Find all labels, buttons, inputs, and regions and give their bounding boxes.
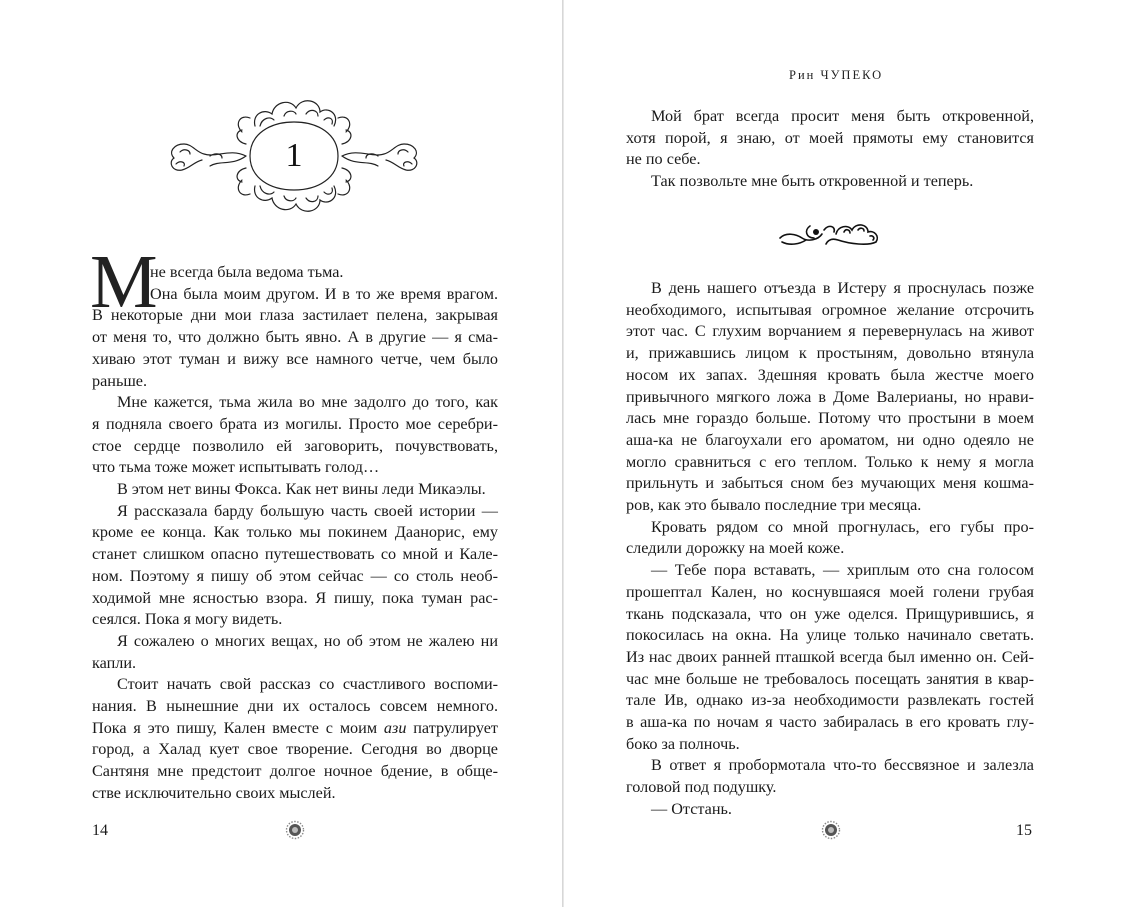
text-line: В день нашего отъезда в Истеру я проснулась позже xyxy=(651,279,1034,297)
page-number: 14 xyxy=(92,822,108,839)
text-line: привычного мягкого ложа в Доме Валерианы, но нрави- xyxy=(626,387,1034,406)
text-line: В ответ я пробормотала что-то бессвязное и залезла xyxy=(651,756,1034,775)
paragraph xyxy=(626,799,1034,821)
text-line: сеялся. Пока я могу видеть. xyxy=(92,610,283,629)
paragraph xyxy=(626,560,1034,755)
text-line: хотя порой, я знаю, от моей прямоты ему становится xyxy=(626,128,1034,147)
page-number: 15 xyxy=(1016,822,1032,839)
paragraph xyxy=(626,106,1034,171)
running-head: Рин ЧУПЕКО xyxy=(789,68,884,82)
dropcap-letter: М xyxy=(90,240,158,324)
text-line: раньше. xyxy=(92,371,148,390)
text-line: нания. В нынешние дни их осталось совсем немного. xyxy=(92,697,498,716)
paragraph xyxy=(92,674,498,804)
text-line: в аша-ка по ночам я часто забиралась в его кровать глу- xyxy=(626,713,1034,732)
text-line: следили дорожку на моей коже. xyxy=(626,539,845,558)
text-line: — Отстань. xyxy=(651,799,732,818)
text-line: прошептал Кален, но коснувшаяся моей голени грубая xyxy=(626,582,1034,601)
sunburst-icon xyxy=(819,820,843,840)
italic-word: ази xyxy=(383,718,407,737)
right-top-text xyxy=(626,106,1034,193)
paragraph xyxy=(92,392,498,479)
text-line: капли. xyxy=(92,653,137,672)
text-line: головой под подушку. xyxy=(626,778,777,797)
text-line: ткань подсказала, что он уже оделся. Прищурившись, я xyxy=(626,604,1034,623)
text-line: станет слишком опасно путешествовать со мной и Кале- xyxy=(92,545,498,564)
text-line: тале Ив, однако из-за необходимости развлекать гостей xyxy=(626,691,1034,710)
text-line: я подняла своего брата из могилы. Просто мое серебри- xyxy=(92,414,498,433)
text-line: боко за полночь. xyxy=(626,734,740,753)
text-line: Мой брат всегда просит меня быть откровенной, xyxy=(651,107,1034,125)
text-line: и, прижавшись лицом к простыням, довольно втянула xyxy=(626,344,1034,363)
text-line: что тьма тоже может испытывать голод… xyxy=(92,458,380,477)
right-body-text xyxy=(626,278,1034,821)
paragraph xyxy=(626,517,1034,560)
chapter-number: 1 xyxy=(285,137,303,174)
left-body-text xyxy=(90,240,498,805)
text-line: Я сожалею о многих вещах, но об этом не жалею ни xyxy=(117,631,498,650)
cloud-divider-icon xyxy=(776,218,886,250)
text-line: В этом нет вины Фокса. Как нет вины леди Микаэлы. xyxy=(117,480,486,499)
section-divider xyxy=(776,218,886,255)
text-line: Пока я это пишу, Кален вместе с моим ази патрулирует xyxy=(92,718,498,737)
text-line: не всегда была ведома тьма. xyxy=(150,263,344,281)
text-line: ном. Поэтому я пишу об этом сейчас — со столь необ- xyxy=(92,566,498,585)
text-line: час мне больше не требовалось посещать занятия в квар- xyxy=(626,669,1034,688)
text-line: Кровать рядом со мной прогнулась, его губы про- xyxy=(651,517,1034,536)
text-line: не по себе. xyxy=(626,150,701,169)
dropcap-paragraph xyxy=(90,240,498,392)
text-line: Так позвольте мне быть откровенной и теперь. xyxy=(651,172,974,191)
right-page xyxy=(564,0,1127,907)
text-line: Стоит начать свой рассказ со счастливого воспоми- xyxy=(117,675,498,694)
text-line: Она была моим другом. И в то же время врагом. xyxy=(150,284,498,303)
text-line: этот час. С глухим ворчанием я перевернулась на живот xyxy=(626,322,1034,341)
text-line: ров, как это бывало последние три месяца. xyxy=(626,496,922,515)
text-line: кроме ее конца. Как только мы покинем Даанорис, ему xyxy=(92,523,498,542)
text-line: город, а Халад кует свое творение. Сегодня во дворце xyxy=(92,740,498,759)
text-line: стве исключительно своих мыслей. xyxy=(92,783,336,802)
page-ornament xyxy=(819,820,843,845)
sunburst-icon xyxy=(283,820,307,840)
paragraph xyxy=(92,501,498,631)
text-line: — Тебе пора вставать, — хриплым ото сна голосом xyxy=(651,561,1034,580)
chapter-ornament-frame xyxy=(160,86,428,226)
text-line: от меня то, что должно быть явно. А в другие — я сма- xyxy=(92,328,498,347)
text-line: стое сердце позволило ей заговорить, почувствовать, xyxy=(92,436,498,455)
text-line: лась мне гораздо больше. Потому что простыни в моем xyxy=(626,409,1034,428)
paragraph xyxy=(626,171,1034,193)
left-page xyxy=(0,0,562,907)
text-line: могло сравниться с его теплом. Только к нему я могла xyxy=(626,452,1034,471)
text-line: покосилась на окна. На улице только начинало светать. xyxy=(626,626,1034,645)
paragraph xyxy=(92,479,498,501)
text-line: Я рассказала барду большую часть своей истории — xyxy=(117,501,498,520)
text-line: В некоторые дни мои глаза застилает пелена, закрывая xyxy=(92,306,498,325)
page-ornament xyxy=(283,820,307,845)
text-line: Сантяня мне предстоит долгое ночное бдение, в обще- xyxy=(92,762,498,781)
text-line: ходимой мне ясностью взора. Я пишу, пока туман рас- xyxy=(92,588,498,607)
text-line: необходимого, испытывая огромное желание отсрочить xyxy=(626,300,1034,319)
text-line: Мне кажется, тьма жила во мне задолго до того, как xyxy=(117,393,498,412)
paragraph xyxy=(92,631,498,674)
text-line: прильнуть и забыться сном без мучающих меня кошма- xyxy=(626,474,1034,493)
paragraph xyxy=(626,755,1034,798)
text-line: Из нас двоих ранней пташкой всегда был именно он. Сей- xyxy=(626,647,1034,666)
text-line: носом их запах. Здешняя кровать была жестче моего xyxy=(626,365,1034,384)
text-line: аша-ка не благоухали его ароматом, ни одно одеяло не xyxy=(626,430,1034,449)
text-line: хиваю этот туман и вижу все намного четче, чем было xyxy=(92,349,498,368)
paragraph xyxy=(626,278,1034,517)
